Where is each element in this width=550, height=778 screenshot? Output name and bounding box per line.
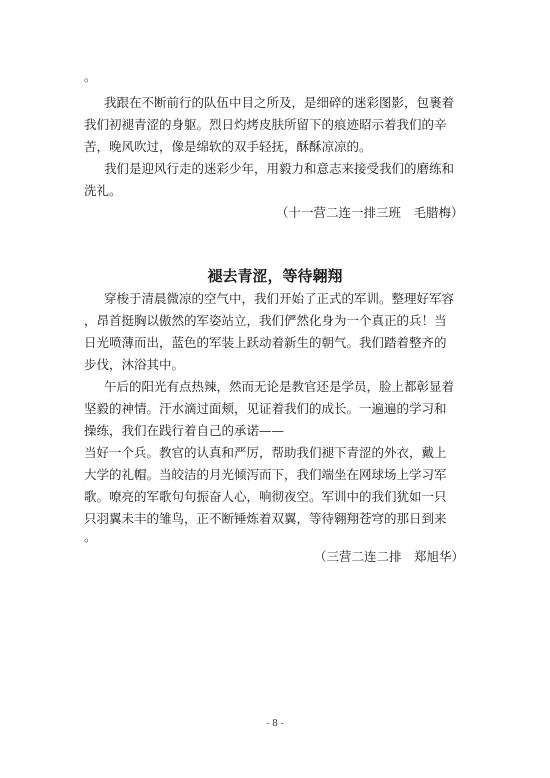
article2-line-10: 歌。嘹亮的军歌句句振奋人心，响彻夜空。军训中的我们犹如一只	[84, 489, 447, 504]
article1-line-2: 我跟在不断前行的队伍中目之所及，是细碎的迷彩图影，包裹着	[104, 95, 455, 110]
article2-line-2: ，昂首挺胸以傲然的军姿站立，我们俨然化身为一个真正的兵！当	[84, 313, 447, 328]
article2-line-9: 大学的礼帽。当皎洁的月光倾泻而下，我们端坐在网球场上学习军	[84, 467, 447, 482]
article2-line-5: 午后的阳光有点热辣，然而无论是教官还是学员，脸上都彰显着	[104, 379, 455, 394]
article2-line-3: 日光喷薄而出，蓝色的军装上跃动着新生的朝气。我们踏着整齐的	[84, 335, 447, 350]
article1-line-1: 。	[84, 69, 97, 84]
article2-line-1: 穿梭于清晨微凉的空气中，我们开始了正式的军训。整理好军容	[104, 291, 455, 306]
article2-line-6: 坚毅的神情。汗水滴过面颊，见证着我们的成长。一遍遍的学习和	[84, 401, 447, 416]
article2-line-7: 操练，我们在践行着自己的承诺——	[84, 423, 285, 438]
article2-line-12: 。	[84, 529, 97, 544]
article2-line-4: 步伐，沐浴其中。	[84, 357, 185, 372]
article1-line-6: 洗礼。	[84, 183, 122, 198]
article2-line-11: 只羽翼未丰的雏鸟，正不断锤炼着双翼，等待翱翔苍穹的那日到来	[84, 511, 447, 526]
article2-signature: （三营二连二排 郑旭华）	[314, 549, 465, 564]
page-number: - 8 -	[266, 719, 284, 729]
article1-line-4: 苦，晚风吹过，像是绵软的双手轻抚，酥酥凉凉的。	[84, 139, 372, 154]
article2-line-8: 当好一个兵。教官的认真和严厉，帮助我们褪下青涩的外衣，戴上	[84, 445, 447, 460]
article1-line-3: 我们初褪青涩的身躯。烈日灼烤皮肤所留下的痕迹昭示着我们的辛	[84, 117, 447, 132]
article2-title: 褪去青涩，等待翱翔	[207, 267, 343, 285]
article1-signature: （十一营二连一排三班 毛腊梅）	[276, 205, 464, 220]
article1-line-5: 我们是迎风行走的迷彩少年，用毅力和意志来接受我们的磨练和	[104, 161, 455, 176]
